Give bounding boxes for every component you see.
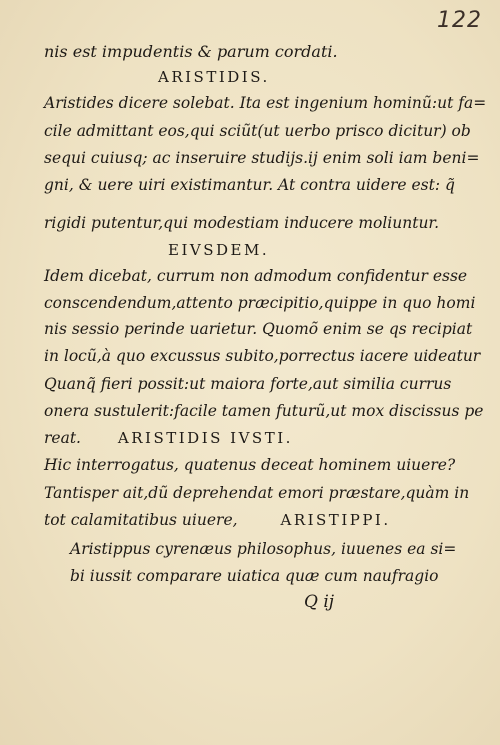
text-line (44, 431, 293, 447)
text-line: Hic interrogatus, quatenus deceat hominem uiuere? (44, 456, 456, 474)
text-line: nis sessio perinde uarietur. Quomõ enim se qs recipiat (44, 320, 473, 338)
text-line: Aristippus cyrenæus philosophus, iuuenes ea si= (70, 540, 457, 558)
text-line (44, 513, 391, 529)
text-line: gni, & uere uiri existimantur. At contra uidere est: q̃ (44, 176, 455, 194)
text-line: Idem dicebat, currum non admodum confidentur esse (44, 267, 468, 285)
text-line: sequi cuiusq; ac inseruire studijs.ij enim soli iam beni= (44, 149, 480, 167)
section-heading: ARISTIDIS. (158, 68, 270, 86)
text-line: onera sustulerit:facile tamen futurũ,ut mox discissus pe (44, 402, 484, 420)
text-line: bi iussit comparare uiatica quæ cum naufragio (70, 567, 439, 585)
folio-number: 122 (437, 8, 482, 33)
section-heading: ARISTIPPI. (280, 511, 391, 529)
text-line: nis est impudentis & parum cordati. (44, 42, 338, 61)
text-line: conscendendum,attento præcipitio,quippe in quo homi (44, 294, 476, 312)
text-line: rigidi putentur,qui modestiam inducere moliuntur. (44, 214, 440, 232)
text-line: cile admittant eos,qui sciũt(ut uerbo prisco dicitur) ob (44, 122, 471, 140)
text-fragment: reat. (44, 429, 81, 447)
text-fragment: tot calamitatibus uiuere, (44, 511, 238, 529)
signature-mark: Q ij (304, 592, 335, 612)
section-heading: EIVSDEM. (168, 241, 270, 259)
text-line: Tantisper ait,dũ deprehendat emori præstare,quàm in (44, 484, 470, 502)
text-line: in locũ,à quo excussus subito,porrectus iacere uideatur (44, 347, 481, 365)
text-line: Quanq̃ fieri possit:ut maiora forte,aut similia currus (44, 375, 452, 393)
text-line: Aristides dicere solebat. Ita est ingenium hominũ:ut fa= (44, 94, 487, 112)
section-heading: ARISTIDIS IVSTI. (117, 429, 293, 447)
